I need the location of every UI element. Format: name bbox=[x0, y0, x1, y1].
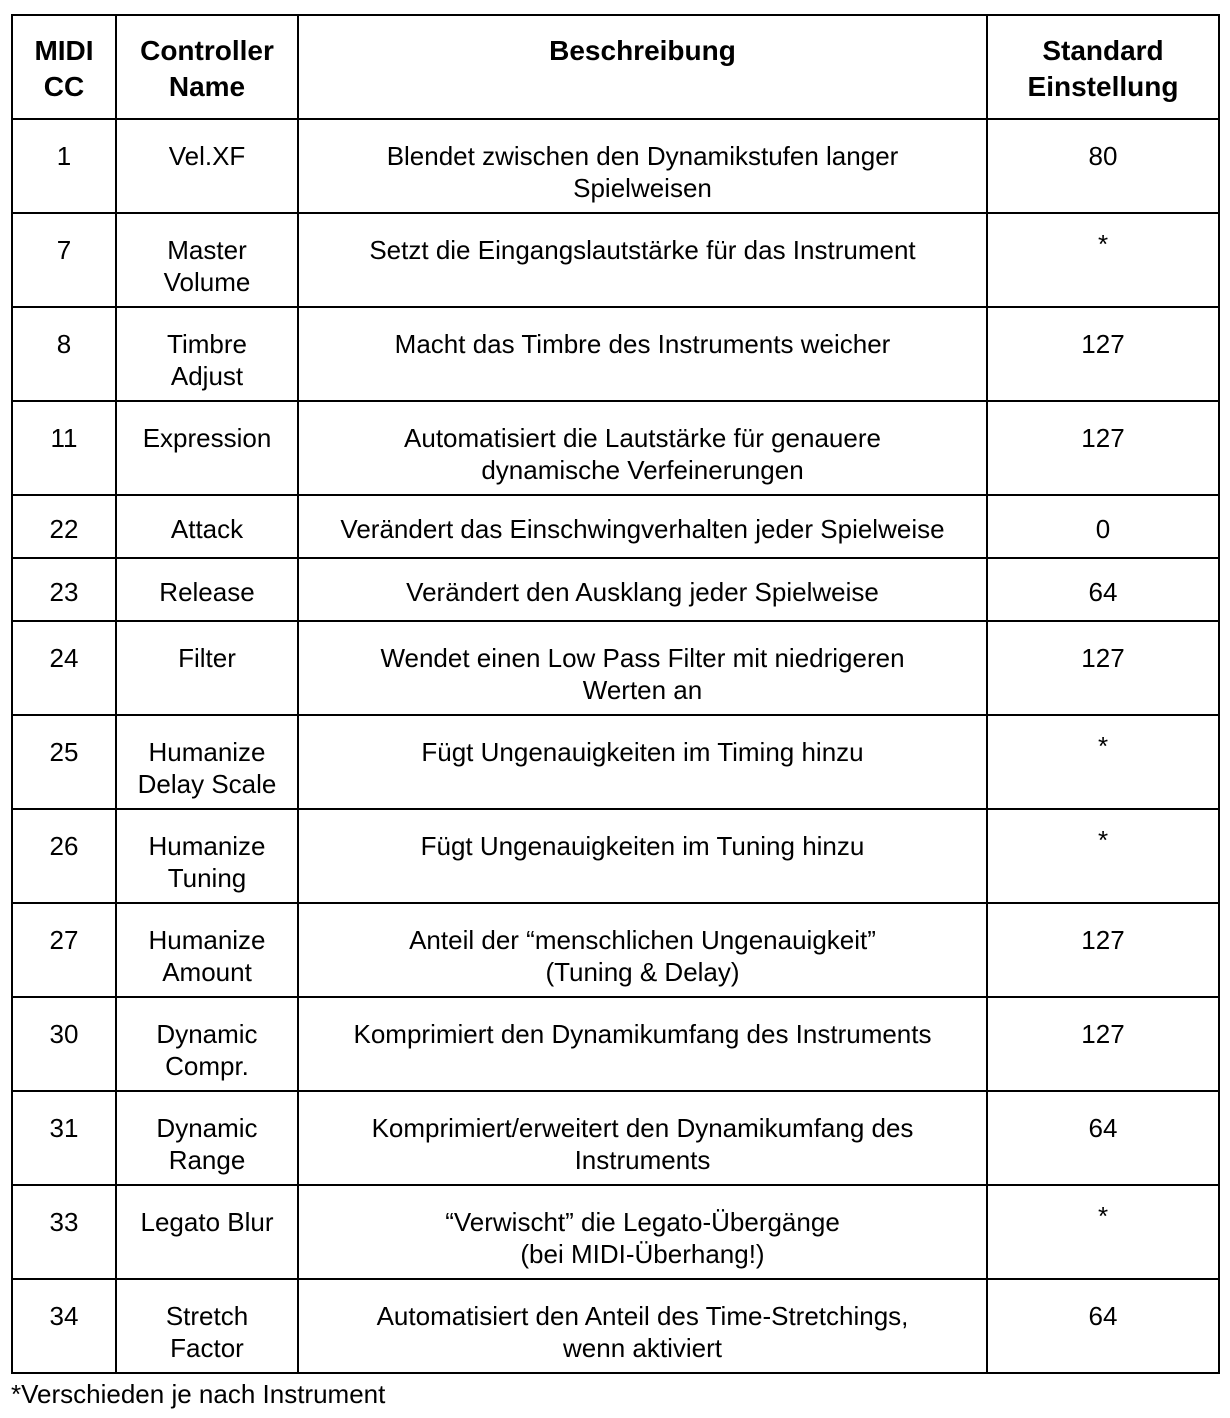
description-cell-line: Fügt Ungenauigkeiten im Timing hinzu bbox=[421, 737, 864, 767]
cc-number-cell: 7 bbox=[12, 213, 116, 307]
controller-name-cell-line: Volume bbox=[163, 267, 251, 297]
controller-name-cell-line: Humanize bbox=[148, 925, 266, 955]
description-cell bbox=[298, 213, 987, 307]
header-default bbox=[987, 15, 1219, 119]
header-description bbox=[298, 15, 987, 119]
controller-name-cell-line: Humanize bbox=[148, 831, 266, 861]
controller-name-cell-line: Amount bbox=[162, 957, 252, 987]
controller-name-cell-line: Release bbox=[159, 577, 255, 607]
controller-name-cell bbox=[116, 715, 298, 809]
description-cell bbox=[298, 903, 987, 997]
description-cell-line: wenn aktiviert bbox=[563, 1333, 722, 1363]
cc-number-cell: 25 bbox=[12, 715, 116, 809]
controller-name-cell-line: Stretch bbox=[165, 1301, 249, 1331]
description-cell bbox=[298, 558, 987, 621]
controller-name-cell bbox=[116, 213, 298, 307]
description-cell-line: (bei MIDI-Überhang!) bbox=[520, 1239, 765, 1269]
default-value-cell: 127 bbox=[987, 307, 1219, 401]
controller-name-cell bbox=[116, 809, 298, 903]
controller-name-cell bbox=[116, 1279, 298, 1373]
default-value-cell: 64 bbox=[987, 1279, 1219, 1373]
table-row bbox=[12, 809, 1219, 903]
description-cell-line: Macht das Timbre des Instruments weicher bbox=[394, 329, 891, 359]
description-cell-line: Komprimiert den Dynamikumfang des Instruments bbox=[353, 1019, 932, 1049]
default-value-cell: * bbox=[987, 715, 1219, 809]
cc-number-cell: 27 bbox=[12, 903, 116, 997]
controller-name-cell-line: Delay Scale bbox=[137, 769, 277, 799]
description-cell-line: Werten an bbox=[582, 675, 703, 705]
controller-name-cell-line: Attack bbox=[170, 514, 244, 544]
description-cell-line: Instruments bbox=[574, 1145, 711, 1175]
controller-name-cell bbox=[116, 119, 298, 213]
controller-name-cell-line: Adjust bbox=[170, 361, 244, 391]
midi-cc-table bbox=[11, 14, 1220, 1374]
table-row bbox=[12, 401, 1219, 495]
controller-name-cell-line: Humanize bbox=[148, 737, 266, 767]
description-cell bbox=[298, 401, 987, 495]
default-value-cell: 127 bbox=[987, 621, 1219, 715]
cc-number-cell: 23 bbox=[12, 558, 116, 621]
header-line: Standard bbox=[1042, 35, 1164, 66]
table-body bbox=[12, 119, 1219, 1373]
table-row bbox=[12, 715, 1219, 809]
cc-number-cell: 8 bbox=[12, 307, 116, 401]
table-row bbox=[12, 1185, 1219, 1279]
header-line: Name bbox=[168, 71, 246, 102]
controller-name-cell-line: Factor bbox=[170, 1333, 244, 1363]
description-cell bbox=[298, 1091, 987, 1185]
controller-name-cell-line: Filter bbox=[178, 643, 236, 673]
description-cell-line: “Verwischt” die Legato-Übergänge bbox=[445, 1207, 840, 1237]
table-row bbox=[12, 997, 1219, 1091]
cc-number-cell: 1 bbox=[12, 119, 116, 213]
default-value-cell: * bbox=[987, 213, 1219, 307]
table-row bbox=[12, 213, 1219, 307]
cc-number-cell: 30 bbox=[12, 997, 116, 1091]
header-line: Beschreibung bbox=[549, 35, 736, 66]
description-cell-line: Wendet einen Low Pass Filter mit niedrigeren bbox=[380, 643, 905, 673]
cc-number-cell: 26 bbox=[12, 809, 116, 903]
default-value-cell: 127 bbox=[987, 997, 1219, 1091]
cc-number-cell: 34 bbox=[12, 1279, 116, 1373]
footnote: *Verschieden je nach Instrument bbox=[11, 1379, 386, 1409]
description-cell-line: Automatisiert den Anteil des Time-Stretchings, bbox=[376, 1301, 909, 1331]
controller-name-cell bbox=[116, 401, 298, 495]
description-cell-line: dynamische Verfeinerungen bbox=[481, 455, 804, 485]
header-controller-name bbox=[116, 15, 298, 119]
table-row bbox=[12, 558, 1219, 621]
cc-number-cell: 22 bbox=[12, 495, 116, 558]
default-value-cell: * bbox=[987, 1185, 1219, 1279]
header-line: MIDI bbox=[34, 35, 94, 66]
controller-name-cell-line: Legato Blur bbox=[140, 1207, 274, 1237]
table-row bbox=[12, 307, 1219, 401]
description-cell bbox=[298, 1185, 987, 1279]
controller-name-cell bbox=[116, 307, 298, 401]
controller-name-cell bbox=[116, 1185, 298, 1279]
description-cell-line: Verändert den Ausklang jeder Spielweise bbox=[406, 577, 879, 607]
default-value-cell: 127 bbox=[987, 903, 1219, 997]
description-cell-line: Blendet zwischen den Dynamikstufen langer bbox=[386, 141, 899, 171]
controller-name-cell bbox=[116, 903, 298, 997]
controller-name-cell-line: Compr. bbox=[165, 1051, 249, 1081]
description-cell bbox=[298, 715, 987, 809]
table-row bbox=[12, 1091, 1219, 1185]
description-cell bbox=[298, 997, 987, 1091]
default-value-cell: 0 bbox=[987, 495, 1219, 558]
default-value-cell: 64 bbox=[987, 558, 1219, 621]
controller-name-cell bbox=[116, 558, 298, 621]
controller-name-cell-line: Dynamic bbox=[156, 1019, 258, 1049]
default-value-cell: 80 bbox=[987, 119, 1219, 213]
table-row bbox=[12, 903, 1219, 997]
cc-number-cell: 33 bbox=[12, 1185, 116, 1279]
table-row bbox=[12, 621, 1219, 715]
description-cell-line: Setzt die Eingangslautstärke für das Instrument bbox=[369, 235, 916, 265]
default-value-cell: 127 bbox=[987, 401, 1219, 495]
cc-number-cell: 11 bbox=[12, 401, 116, 495]
controller-name-cell-line: Timbre bbox=[167, 329, 247, 359]
description-cell bbox=[298, 1279, 987, 1373]
description-cell-line: (Tuning & Delay) bbox=[545, 957, 740, 987]
description-cell-line: Komprimiert/erweitert den Dynamikumfang des bbox=[371, 1113, 914, 1143]
controller-name-cell-line: Vel.XF bbox=[168, 141, 246, 171]
description-cell-line: Automatisiert die Lautstärke für genauere bbox=[404, 423, 881, 453]
controller-name-cell-line: Range bbox=[168, 1145, 246, 1175]
cc-number-cell: 31 bbox=[12, 1091, 116, 1185]
default-value-cell: * bbox=[987, 809, 1219, 903]
description-cell bbox=[298, 119, 987, 213]
header-row bbox=[12, 15, 1219, 119]
cc-number-cell: 24 bbox=[12, 621, 116, 715]
controller-name-cell-line: Dynamic bbox=[156, 1113, 258, 1143]
header-midi-cc bbox=[12, 15, 116, 119]
description-cell-line: Fügt Ungenauigkeiten im Tuning hinzu bbox=[420, 831, 865, 861]
controller-name-cell-line: Tuning bbox=[167, 863, 247, 893]
table-row bbox=[12, 119, 1219, 213]
header-line: CC bbox=[43, 71, 85, 102]
table-row bbox=[12, 1279, 1219, 1373]
description-cell bbox=[298, 307, 987, 401]
controller-name-cell bbox=[116, 621, 298, 715]
header-line: Controller bbox=[140, 35, 274, 66]
description-cell-line: Anteil der “menschlichen Ungenauigkeit” bbox=[409, 925, 876, 955]
header-line: Einstellung bbox=[1027, 71, 1179, 102]
controller-name-cell bbox=[116, 1091, 298, 1185]
controller-name-cell bbox=[116, 997, 298, 1091]
table-row bbox=[12, 495, 1219, 558]
controller-name-cell-line: Master bbox=[167, 235, 247, 265]
description-cell bbox=[298, 809, 987, 903]
controller-name-cell bbox=[116, 495, 298, 558]
default-value-cell: 64 bbox=[987, 1091, 1219, 1185]
description-cell bbox=[298, 495, 987, 558]
controller-name-cell-line: Expression bbox=[142, 423, 272, 453]
description-cell-line: Spielweisen bbox=[573, 173, 712, 203]
description-cell bbox=[298, 621, 987, 715]
description-cell-line: Verändert das Einschwingverhalten jeder Spielweise bbox=[340, 514, 945, 544]
